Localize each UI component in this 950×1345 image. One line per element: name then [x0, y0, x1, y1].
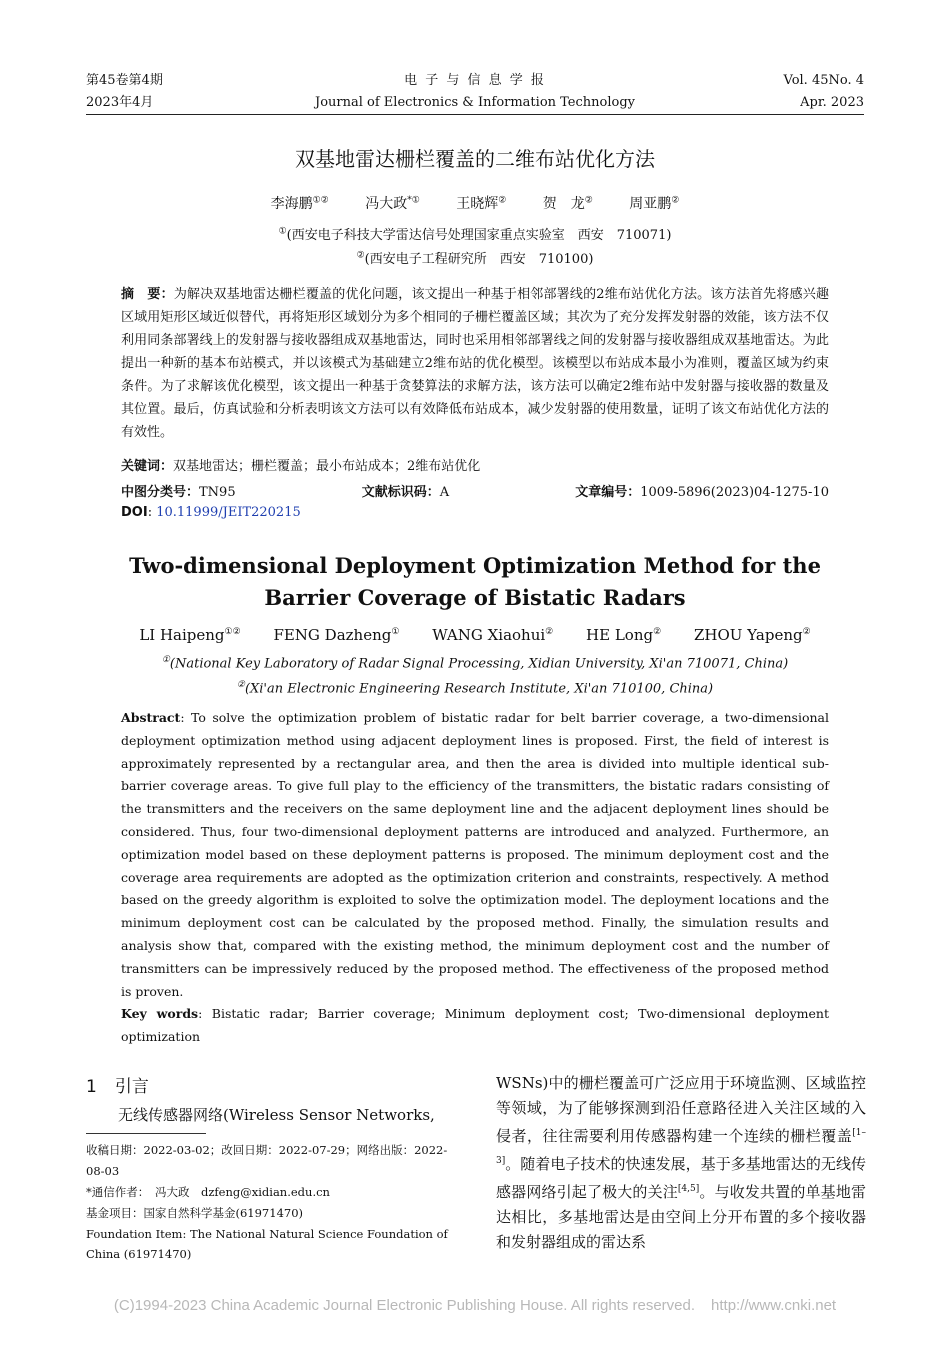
issue-date-en: Apr. 2023	[800, 95, 864, 110]
intro-text-left: 无线传感器网络(Wireless Sensor Networks,	[118, 1106, 435, 1124]
en-author: HE Long②	[586, 626, 662, 644]
cn-keywords: 关键词：双基地雷达；栅栏覆盖；最小布站成本；2维布站优化	[121, 459, 481, 474]
citation[interactable]: [4,5]	[677, 1184, 700, 1194]
en-affiliation-2: ②(Xi'an Electronic Engineering Research Institute, Xi'an 710100, China)	[236, 680, 714, 697]
doi-line: DOI: 10.11999/JEIT220215	[121, 505, 301, 520]
classification-row	[121, 481, 829, 500]
footnote-fund-en: Foundation Item: The National Natural Science Foundation of China (61971470)	[86, 1227, 448, 1261]
cn-author: 贺 龙②	[542, 195, 593, 212]
en-title: Two-dimensional Deployment Optimization Method for the Barrier Coverage of Bistatic Radars	[129, 553, 821, 610]
en-abstract-label: Abstract	[121, 710, 181, 725]
citation[interactable]: [1–3]	[496, 1128, 866, 1166]
footnote-rule	[86, 1133, 206, 1134]
section-heading: 1 引言	[86, 1077, 149, 1097]
footnote-dates: 收稿日期：2022-03-02；改回日期：2022-07-29；网络出版：2022-08-03	[86, 1143, 448, 1178]
volume-issue-en: Vol. 45No. 4	[783, 73, 864, 88]
header-right	[784, 70, 865, 114]
en-abstract-text: To solve the optimization problem of bistatic radar for belt barrier coverage, a two-dimensional deployment optimization method using adjacent deployment lines is proposed. First, the field of interest is approximately represented by a rectangular area, and then the area is divided into multiple identical sub-barrier coverage areas. To give full play to the efficiency of the transmitters, the bistatic radars consisting of the transmitters and the receivers on the same deployment line and the adjacent deployment lines should be considered. Thus, four two-dimensional deployment patterns are introduced and analyzed. Furthermore, an optimization model based on these deployment patterns is proposed. The minimum deployment cost and the coverage area requirements are adopted as the optimization criterion and constraints, respectively. A method based on the greedy algorithm is exploited to solve the optimization model. The deployment locations and the minimum deployment cost can be calculated by the proposed method. Finally, the simulation results and analysis show that, compared with the existing method, the minimum deployment cost and the number of transmitters can be impressively reduced by the proposed method. The effectiveness of the proposed method is proven.	[121, 710, 829, 999]
intro-text-right: WSNs)中的栅栏覆盖可广泛应用于环境监测、区域监控等领域，为了能够探测到沿任意路径进入关注区域的入侵者，往往需要利用传感器构建一个连续的栅栏覆盖[1–3]。随着电子技术的快速发展，基于多基地雷达的无线传感器网络引起了极大的关注[4,5]。与收发共置的单基地雷达相比，多基地雷达是由空间上分开布置的多个接收器和发射器组成的雷达系	[496, 1074, 866, 1251]
cn-author: 冯大政*①	[365, 195, 420, 212]
document-code: 文献标识码：A	[361, 485, 450, 500]
volume-issue: 第45卷第4期	[86, 73, 163, 88]
clc-number: 中图分类号：TN95	[121, 485, 236, 500]
cn-title: 双基地雷达栅栏覆盖的二维布站优化方法	[295, 147, 655, 171]
en-abstract: Abstract: To solve the optimization problem of bistatic radar for belt barrier coverage, a two-dimensional deployment optimization method using adjacent deployment lines is proposed. First, the field of interest is approximately represented by a rectangular area, and then the area is divided into multiple identical sub-barrier coverage areas. To give full play to the efficiency of the transmitters, the bistatic radars consisting of the transmitters and the receivers on the same deployment line and the adjacent deployment lines should be considered. Thus, four two-dimensional deployment patterns are introduced and analyzed. Furthermore, an optimization model based on these deployment patterns is proposed. The minimum deployment cost and the coverage area requirements are adopted as the optimization criterion and constraints, respectively. A method based on the greedy algorithm is exploited to solve the optimization model. The deployment locations and the minimum deployment cost can be calculated by the proposed method. Finally, the simulation results and analysis show that, compared with the existing method, the minimum deployment cost and the number of transmitters can be impressively reduced by the proposed method. The effectiveness of the proposed method is proven.	[121, 710, 829, 999]
en-authors	[0, 626, 950, 644]
cn-author: 周亚鹏②	[629, 195, 680, 212]
cn-authors	[0, 193, 950, 213]
footnote-fund-cn: 基金项目：国家自然科学基金(61971470)	[86, 1206, 304, 1220]
footnotes	[86, 1140, 458, 1264]
cn-affiliation-2: ②(西安电子工程研究所 西安 710100)	[356, 250, 594, 267]
en-affiliation-1: ①(National Key Laboratory of Radar Signal Processing, Xidian University, Xi'an 710071, China)	[161, 655, 789, 672]
en-author: LI Haipeng①②	[139, 626, 241, 644]
journal-name-en: Journal of Electronics & Information Technology	[314, 95, 636, 110]
doi-link[interactable]: 10.11999/JEIT220215	[156, 505, 301, 520]
en-author: FENG Dazheng①	[273, 626, 400, 644]
article-number: 文章编号：1009-5896(2023)04-1275-10	[575, 485, 829, 500]
issue-date-cn: 2023年4月	[86, 95, 154, 110]
cn-affiliation-1: ①(西安电子科技大学雷达信号处理国家重点实验室 西安 710071)	[278, 226, 672, 243]
en-author: WANG Xiaohui②	[432, 626, 554, 644]
cn-abstract-text: 为解决双基地雷达栅栏覆盖的优化问题，该文提出一种基于相邻部署线的2维布站优化方法。该方法首先将感兴趣区域用矩形区域近似替代，再将矩形区域划分为多个相同的子栅栏覆盖区域；其次为了充分发挥发射器的效能，该方法不仅利用同条部署线上的发射器与接收器组成双基地雷达，同时也采用相邻部署线之间的发射器与接收器组成双基地雷达。为此提出一种新的基本布站模式，并以该模式为基础建立2维布站的优化模型。该模型以布站成本最小为准则，覆盖区域为约束条件。为了求解该优化模型，该文提出一种基于贪婪算法的求解方法，该方法可以确定2维布站中发射器与接收器的数量及其位置。最后，仿真试验和分析表明该文方法可以有效降低布站成本，减少发射器的使用数量，证明了该文布站优化方法的有效性。	[121, 287, 829, 440]
copyright-watermark: (C)1994-2023 China Academic Journal Electronic Publishing House. All rights reserved. http://www.cnki.net	[113, 1297, 837, 1314]
cn-abstract-label: 摘 要：	[121, 287, 174, 302]
cn-abstract	[121, 283, 829, 444]
cn-author: 李海鹏①②	[270, 195, 329, 212]
header-rule	[86, 114, 864, 115]
en-author: ZHOU Yapeng②	[693, 626, 811, 644]
footnote-corresponding: *通信作者： 冯大政 dzfeng@xidian.edu.cn	[86, 1185, 330, 1199]
en-keywords: Key words: Bistatic radar; Barrier coverage; Minimum deployment cost; Two-dimensional deployment optimization	[121, 1006, 830, 1044]
cn-author: 王晓辉②	[456, 195, 507, 212]
journal-name-cn: 电 子 与 信 息 学 报	[404, 73, 546, 88]
